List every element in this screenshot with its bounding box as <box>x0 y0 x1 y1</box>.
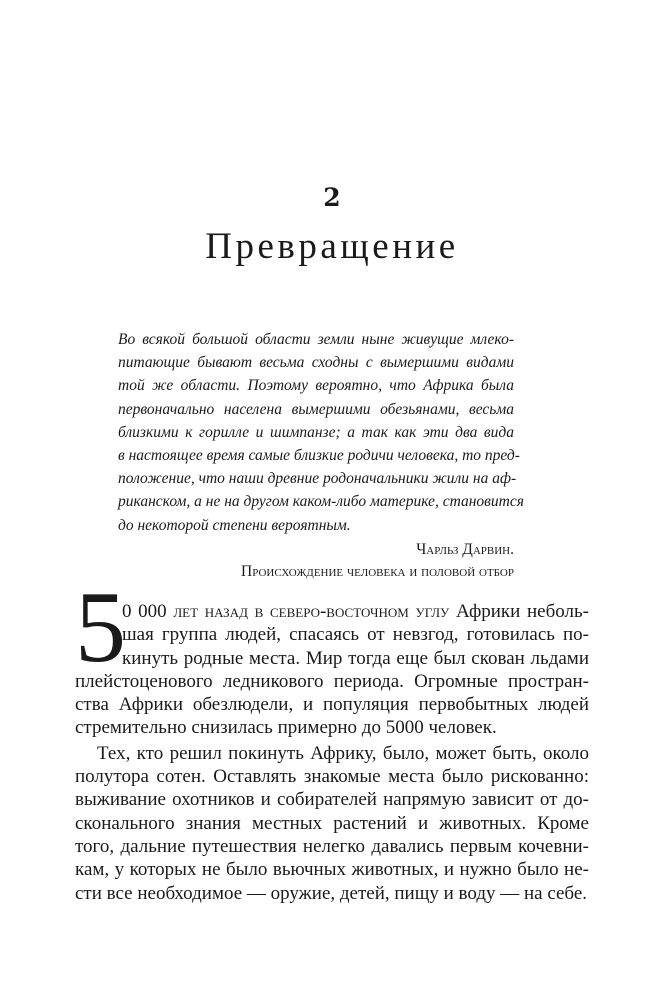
lead-in-rest: Африки неболь- <box>449 601 589 622</box>
body-line <box>75 600 589 623</box>
body-line: Тех, кто решил покинуть Африку, было, может быть, около <box>97 742 589 764</box>
body-line: того, дальние путешествия нелегко давались первым кочевни- <box>75 835 589 857</box>
epigraph-line: той же области. Поэтому вероятно, что Африка была <box>118 377 514 395</box>
epigraph-author: Чарльз Дарвин. <box>416 540 514 558</box>
body-line: выживание охотников и собирателей напрямую зависит от до- <box>75 789 589 811</box>
epigraph-line: первоначально населена вымершими обезьянами, весьма <box>118 400 514 418</box>
body-line: стремительно снизилась примерно до 5000 человек. <box>75 717 497 739</box>
epigraph <box>118 328 524 583</box>
body-line: ства Африки обезлюдели, и популяция первобытных людей <box>75 694 589 716</box>
epigraph-line: в настоящее время самые близкие родичи человека, то пред- <box>118 446 520 464</box>
body-line: плейстоценового ледникового периода. Огромные простран- <box>75 670 589 692</box>
epigraph-line: близкими к горилле и шимпанзе; а так как эти два вида <box>118 423 514 441</box>
epigraph-line: положение, что наши древние родоначальники жили на аф- <box>118 470 517 488</box>
body-line: кинуть родные места. Мир тогда еще был скован льдами <box>122 647 589 669</box>
body-text <box>75 600 589 905</box>
body-line: полутора сотен. Оставлять знакомые места было рискованно: <box>75 766 589 788</box>
chapter-number: 2 <box>323 183 341 212</box>
lead-in-smallcaps: 0 000 лет назад в северо-восточном углу <box>122 601 450 622</box>
chapter-title: Превращение <box>205 226 459 267</box>
body-line: шая группа людей, спасаясь от невзгод, готовилась по- <box>122 624 589 646</box>
epigraph-line: до некоторой степени вероятным. <box>118 516 351 534</box>
drop-cap: 5 <box>75 571 126 684</box>
body-line: сконального знания местных растений и животных. Кроме <box>75 812 589 834</box>
epigraph-line: питающие бывают весьма сходны с вымершими видами <box>118 354 514 372</box>
epigraph-line: Во всякой большой области земли ныне живущие млеко- <box>118 331 514 348</box>
body-line: кам, у которых не было вьючных животных, и нужно было не- <box>75 859 589 881</box>
body-line: сти все необходимое — оружие, детей, пищу и воду — на себе. <box>75 882 588 904</box>
epigraph-source: Происхождение человека и половой отбор <box>241 562 514 580</box>
epigraph-line: риканском, а не на другом каком-либо материке, становится <box>118 493 524 511</box>
